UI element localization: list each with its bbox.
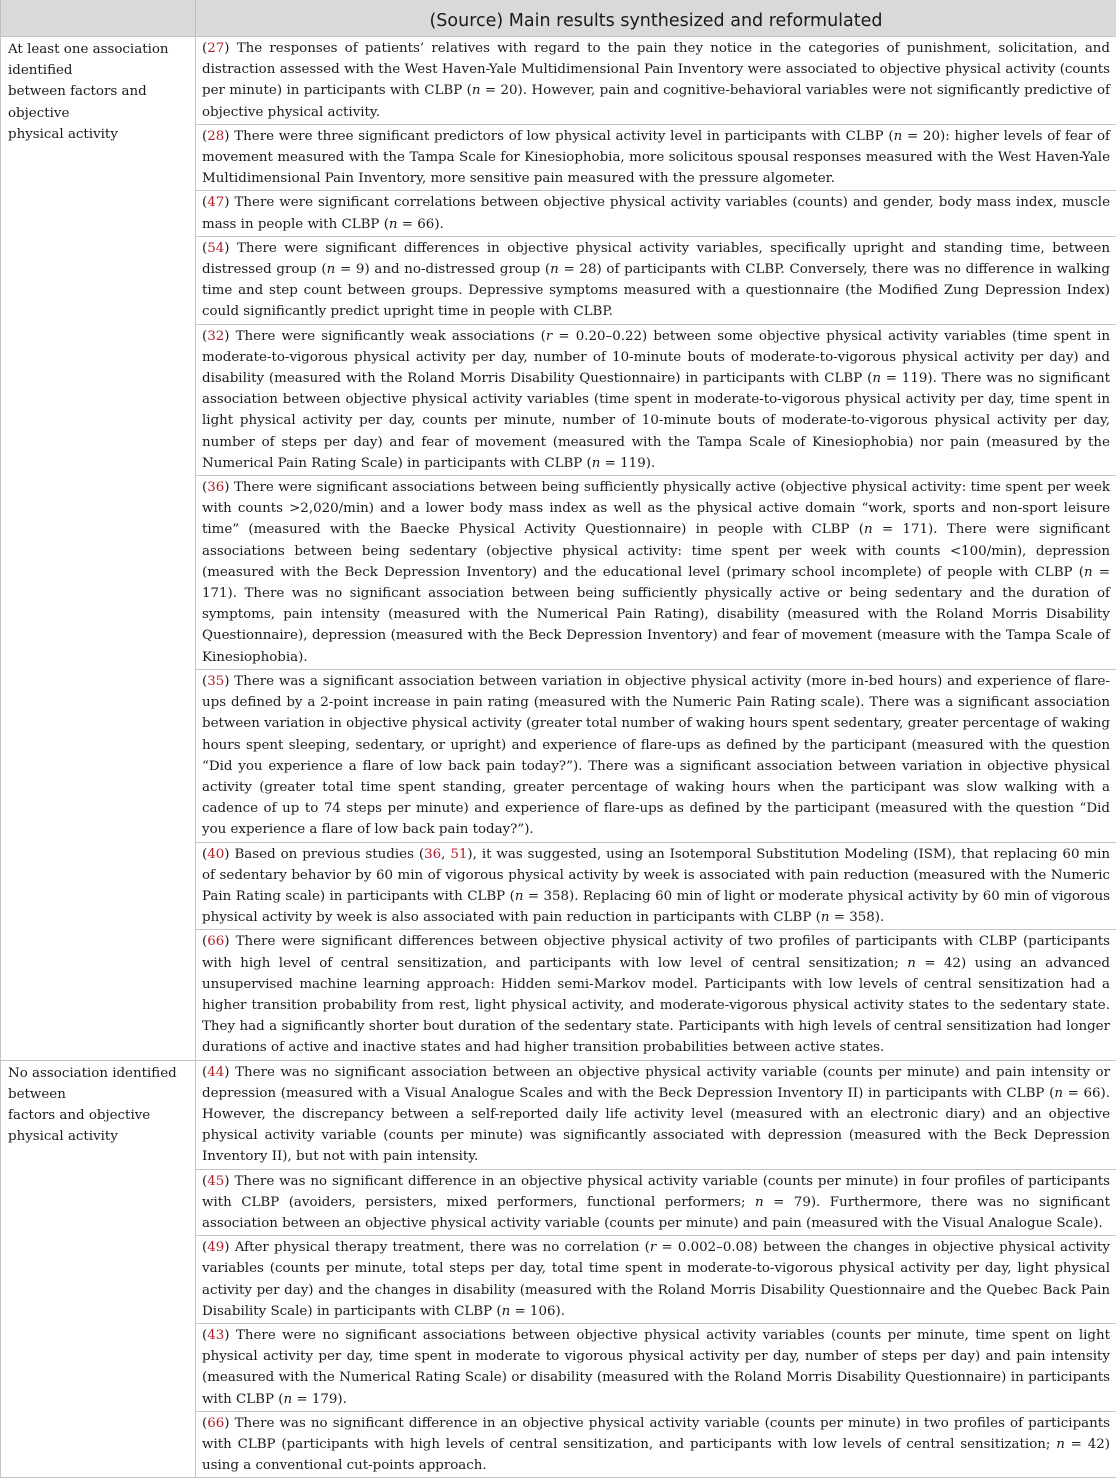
header-empty-cell <box>1 0 196 37</box>
result-cell: (49) After physical therapy treatment, there was no correlation (r = 0.002–0.08) between the changes in objective physical activity variables (counts per minute, total steps per day, total time spent in moderate-to-vigorous physical activity per day, light physical activity per day) and the changes in disability (measured with the Roland Morris Disability Questionnaire and the Quebec Back Pain Disability Scale) in participants with CLBP (n = 106). <box>196 1236 1116 1324</box>
result-cell: (36) There were significant associations between being sufficiently physically active (objective physical activity: time spent per week with counts >2,020/min) and a lower body mass index as well as the physical active domain “work, sports and non-sport leisure time” (measured with the Baecke Physical Activity Questionnaire) in people with CLBP (n = 171). There were significant associations between being sedentary (objective physical activity: time spent per week with counts <100/min), depression (measured with the Beck Depression Inventory) and the educational level (primary school incomplete) of people with CLBP (n = 171). There was no significant association between being sufficiently physically active or being sedentary and the duration of symptoms, pain intensity (measured with the Numerical Pain Rating), disability (measured with the Roland Morris Disability Questionnaire), depression (measured with the Beck Depression Inventory) and fear of movement (measure with the Tampa Scale of Kinesiophobia). <box>196 476 1116 670</box>
result-text: There were significant associations between being sufficiently physically active (objective physical activity: time spent per week with counts >2,020/min) and a lower body mass index as well as the physical active domain “work, sports and non-sport leisure time” (measured with the Baecke Physical Activity Questionnaire) in people with CLBP (n = 171). There were significant associations between being sedentary (objective physical activity: time spent per week with counts <100/min), depression (measured with the Beck Depression Inventory) and the educational level (primary school incomplete) of people with CLBP (n = 171). There was no significant association between being sufficiently physically active or being sedentary and the duration of symptoms, pain intensity (measured with the Numerical Pain Rating), disability (measured with the Roland Morris Disability Questionnaire), depression (measured with the Beck Depression Inventory) and fear of movement (measure with the Tampa Scale of Kinesiophobia). <box>202 480 1110 665</box>
result-text: After physical therapy treatment, there was no correlation (r = 0.002–0.08) between the changes in objective physical activity variables (counts per minute, total steps per day, total time spent in moderate-to-vigorous physical activity per day, light physical activity per day) and the changes in disability (measured with the Roland Morris Disability Questionnaire and the Quebec Back Pain Disability Scale) in participants with CLBP (n = 106). <box>202 1240 1110 1319</box>
result-text: There was no significant association between an objective physical activity variable (counts per minute) and pain intensity or depression (measured with a Visual Analogue Scales and with the Beck Depression Inventory II) in participants with CLBP (n = 66). However, the discrepancy between a self-reported daily life activity level (measured with an electronic diary) and an objective physical activity variable (counts per minute) was significantly associated with depression (measured with the Beck Depression Inventory II), but not with pain intensity. <box>202 1065 1110 1165</box>
result-text: There were significantly weak associations (r = 0.20–0.22) between some objective physical activity variables (time spent in moderate-to-vigorous physical activity per day, number of 10-minute bouts of moderate-to-vigorous physical activity per day) and disability (measured with the Roland Morris Disability Questionnaire) in participants with CLBP (n = 119). There was no significant association between objective physical activity variables (time spent in moderate-to-vigorous physical activity per day, time spent in light physical activity per day, counts per minute, number of 10-minute bouts of moderate-to-vigorous physical activity per day, number of steps per day) and fear of movement (measured with the Tampa Scale of Kinesiophobia) nor pain (measured by the Numerical Pain Rating Scale) in participants with CLBP (n = 119). <box>202 329 1110 471</box>
reference-link[interactable]: 45 <box>207 1174 224 1189</box>
result-text: There were significant correlations between objective physical activity variables (counts) and gender, body mass index, muscle mass in people with CLBP (n = 66). <box>202 195 1110 231</box>
result-text: There were significant differences in objective physical activity variables, specifically upright and standing time, between distressed group (n = 9) and no-distressed group (n = 28) of participants with CLBP. Conversely, there was no difference in walking time and step count between groups. Depressive symptoms measured with a questionnaire (the Modified Zung Depression Index) could significantly predict upright time in people with CLBP. <box>202 241 1110 320</box>
reference-link[interactable]: 28 <box>207 129 224 144</box>
reference-link[interactable]: 49 <box>207 1240 224 1255</box>
table-row <box>1 37 1116 125</box>
reference-link[interactable]: 36 <box>207 480 224 495</box>
reference-link[interactable]: 47 <box>207 195 224 210</box>
group-label-line: physical activity <box>8 124 189 145</box>
group-label-line: physical activity <box>8 1126 189 1147</box>
reference-link[interactable]: 66 <box>207 934 224 949</box>
result-text: There were three significant predictors of low physical activity level in participants with CLBP (n = 20): higher levels of fear of movement measured with the Tampa Scale for Kinesiophobia, more solicitous spousal responses measured with the West Haven-Yale Multidimensional Pain Inventory, more sensitive pain measured with the pressure algometer. <box>202 129 1110 186</box>
result-text: There was no significant difference in an objective physical activity variable (counts per minute) in two profiles of participants with CLBP (participants with high levels of central sensitization, and participants with low levels of central sensitization; n = 42) using a conventional cut-points approach. <box>202 1416 1110 1473</box>
reference-link[interactable]: 43 <box>207 1328 224 1343</box>
table-body <box>1 37 1116 1478</box>
reference-link[interactable]: 27 <box>207 41 224 56</box>
result-cell: (45) There was no significant difference in an objective physical activity variable (counts per minute) in four profiles of participants with CLBP (avoiders, persisters, mixed performers, functional performers; n = 79). Furthermore, there was no significant association between an objective physical activity variable (counts per minute) and pain (measured with the Visual Analogue Scale). <box>196 1169 1116 1236</box>
result-text: There was no significant difference in an objective physical activity variable (counts per minute) in four profiles of participants with CLBP (avoiders, persisters, mixed performers, functional performers; n = 79). Furthermore, there was no significant association between an objective physical activity variable (counts per minute) and pain (measured with the Visual Analogue Scale). <box>202 1174 1110 1231</box>
reference-link[interactable]: 44 <box>207 1065 224 1080</box>
group-label-line: objective <box>8 103 189 124</box>
result-cell: (66) There were significant differences between objective physical activity of two profiles of participants with CLBP (participants with high level of central sensitization, and participants with low level of central sensitization; n = 42) using an advanced unsupervised machine learning approach: Hidden semi-Markov model. Participants with low levels of central sensitization had a higher transition probability from rest, light physical activity, and moderate-vigorous physical activity states to the sedentary state. They had a significantly shorter bout duration of the sedentary state. Participants with high levels of central sensitization had longer durations of active and inactive states and had higher transition probabilities between active states. <box>196 930 1116 1060</box>
reference-link[interactable]: 51 <box>450 847 467 862</box>
result-cell: (32) There were significantly weak associations (r = 0.20–0.22) between some objective physical activity variables (time spent in moderate-to-vigorous physical activity per day, number of 10-minute bouts of moderate-to-vigorous physical activity per day) and disability (measured with the Roland Morris Disability Questionnaire) in participants with CLBP (n = 119). There was no significant association between objective physical activity variables (time spent in moderate-to-vigorous physical activity per day, time spent in light physical activity per day, counts per minute, number of 10-minute bouts of moderate-to-vigorous physical activity per day, number of steps per day) and fear of movement (measured with the Tampa Scale of Kinesiophobia) nor pain (measured by the Numerical Pain Rating Scale) in participants with CLBP (n = 119). <box>196 324 1116 475</box>
group-label-line: At least one association <box>8 39 189 60</box>
result-text-before: Based on previous studies ( <box>234 847 424 862</box>
reference-link[interactable]: 35 <box>207 674 224 689</box>
group-label-line: factors and objective <box>8 1105 189 1126</box>
header-title: (Source) Main results synthesized and reformulated <box>196 0 1116 37</box>
group-label-line: No association identified <box>8 1063 189 1084</box>
result-cell: (54) There were significant differences in objective physical activity variables, specifically upright and standing time, between distressed group (n = 9) and no-distressed group (n = 28) of participants with CLBP. Conversely, there was no difference in walking time and step count between groups. Depressive symptoms measured with a questionnaire (the Modified Zung Depression Index) could significantly predict upright time in people with CLBP. <box>196 236 1116 324</box>
reference-link[interactable]: 32 <box>207 329 224 344</box>
result-text: ), it was suggested, using an Isotemporal Substitution Modeling (ISM), that replacing 60 min of sedentary behavior by 60 min of vigorous physical activity by week is associated with pain reduction (measured with the Numeric Pain Rating scale) in participants with CLBP (n = 358). Replacing 60 min of light or moderate physical activity by 60 min of vigorous physical activity by week is also associated with pain reduction in participants with CLBP (n = 358). <box>202 847 1110 926</box>
result-text: There were no significant associations between objective physical activity variables (counts per minute, time spent on light physical activity per day, time spent in moderate to vigorous physical activity per day, number of steps per day) and pain intensity (measured with the Numerical Rating Scale) or disability (measured with the Roland Morris Disability Questionnaire) in participants with CLBP (n = 179). <box>202 1328 1110 1407</box>
result-cell: (27) The responses of patients’ relatives with regard to the pain they notice in the categories of punishment, solicitation, and distraction assessed with the West Haven-Yale Multidimensional Pain Inventory were associated to objective physical activity (counts per minute) in participants with CLBP (n = 20). However, pain and cognitive-behavioral variables were not significantly predictive of objective physical activity. <box>196 37 1116 125</box>
result-cell: (35) There was a significant association between variation in objective physical activity (more in-bed hours) and experience of flare-ups defined by a 2-point increase in pain rating (measured with the Numeric Pain Rating scale). There was a significant association between variation in objective physical activity (greater total number of waking hours spent sedentary, greater percentage of waking hours spent sleeping, sedentary, or upright) and experience of flare-ups as defined by the participant (measured with the question “Did you experience a flare of low back pain today?”). There was a significant association between variation in objective physical activity (greater total time spent standing, greater percentage of waking hours when the participant was slow walking with a cadence of up to 74 steps per minute) and experience of flare-ups as defined by the participant (measured with the question “Did you experience a flare of low back pain today?”). <box>196 669 1116 842</box>
group-label-cell <box>1 37 196 1061</box>
table-row <box>1 1060 1116 1169</box>
result-text: There were significant differences between objective physical activity of two profiles of participants with CLBP (participants with high level of central sensitization, and participants with low level of central sensitization; n = 42) using an advanced unsupervised machine learning approach: Hidden semi-Markov model. Participants with low levels of central sensitization had a higher transition probability from rest, light physical activity, and moderate-vigorous physical activity states to the sedentary state. They had a significantly shorter bout duration of the sedentary state. Participants with high levels of central sensitization had longer durations of active and inactive states and had higher transition probabilities between active states. <box>202 934 1110 1055</box>
reference-link[interactable]: 36 <box>424 847 441 862</box>
result-cell: (40) Based on previous studies (36, 51), it was suggested, using an Isotemporal Substitution Modeling (ISM), that replacing 60 min of sedentary behavior by 60 min of vigorous physical activity by week is associated with pain reduction (measured with the Numeric Pain Rating scale) in participants with CLBP (n = 358). Replacing 60 min of light or moderate physical activity by 60 min of vigorous physical activity by week is also associated with pain reduction in participants with CLBP (n = 358). <box>196 842 1116 930</box>
result-cell: (44) There was no significant association between an objective physical activity variable (counts per minute) and pain intensity or depression (measured with a Visual Analogue Scales and with the Beck Depression Inventory II) in participants with CLBP (n = 66). However, the discrepancy between a self-reported daily life activity level (measured with an electronic diary) and an objective physical activity variable (counts per minute) was significantly associated with depression (measured with the Beck Depression Inventory II), but not with pain intensity. <box>196 1060 1116 1169</box>
group-label-line: identified <box>8 60 189 81</box>
header-row <box>1 0 1116 37</box>
reference-link[interactable]: 66 <box>207 1416 224 1431</box>
result-text: There was a significant association between variation in objective physical activity (more in-bed hours) and experience of flare-ups defined by a 2-point increase in pain rating (measured with the Numeric Pain Rating scale). There was a significant association between variation in objective physical activity (greater total number of waking hours spent sedentary, greater percentage of waking hours spent sleeping, sedentary, or upright) and experience of flare-ups as defined by the participant (measured with the question “Did you experience a flare of low back pain today?”). There was a significant association between variation in objective physical activity (greater total time spent standing, greater percentage of waking hours when the participant was slow walking with a cadence of up to 74 steps per minute) and experience of flare-ups as defined by the participant (measured with the question “Did you experience a flare of low back pain today?”). <box>202 674 1110 837</box>
result-cell: (66) There was no significant difference in an objective physical activity variable (counts per minute) in two profiles of participants with CLBP (participants with high levels of central sensitization, and participants with low levels of central sensitization; n = 42) using a conventional cut-points approach. <box>196 1411 1116 1478</box>
reference-link[interactable]: 40 <box>207 847 224 862</box>
group-label-cell <box>1 1060 196 1478</box>
result-cell: (47) There were significant correlations between objective physical activity variables (counts) and gender, body mass index, muscle mass in people with CLBP (n = 66). <box>196 191 1116 236</box>
reference-link[interactable]: 54 <box>207 241 224 256</box>
result-cell: (43) There were no significant associations between objective physical activity variables (counts per minute, time spent on light physical activity per day, time spent in moderate to vigorous physical activity per day, number of steps per day) and pain intensity (measured with the Numerical Rating Scale) or disability (measured with the Roland Morris Disability Questionnaire) in participants with CLBP (n = 179). <box>196 1323 1116 1411</box>
result-text: The responses of patients’ relatives with regard to the pain they notice in the categories of punishment, solicitation, and distraction assessed with the West Haven-Yale Multidimensional Pain Inventory were associated to objective physical activity (counts per minute) in participants with CLBP (n = 20). However, pain and cognitive-behavioral variables were not significantly predictive of objective physical activity. <box>202 41 1110 120</box>
group-label-line: between <box>8 1084 189 1105</box>
group-label-line: between factors and <box>8 81 189 102</box>
result-cell: (28) There were three significant predictors of low physical activity level in participants with CLBP (n = 20): higher levels of fear of movement measured with the Tampa Scale for Kinesiophobia, more solicitous spousal responses measured with the West Haven-Yale Multidimensional Pain Inventory, more sensitive pain measured with the pressure algometer. <box>196 124 1116 191</box>
